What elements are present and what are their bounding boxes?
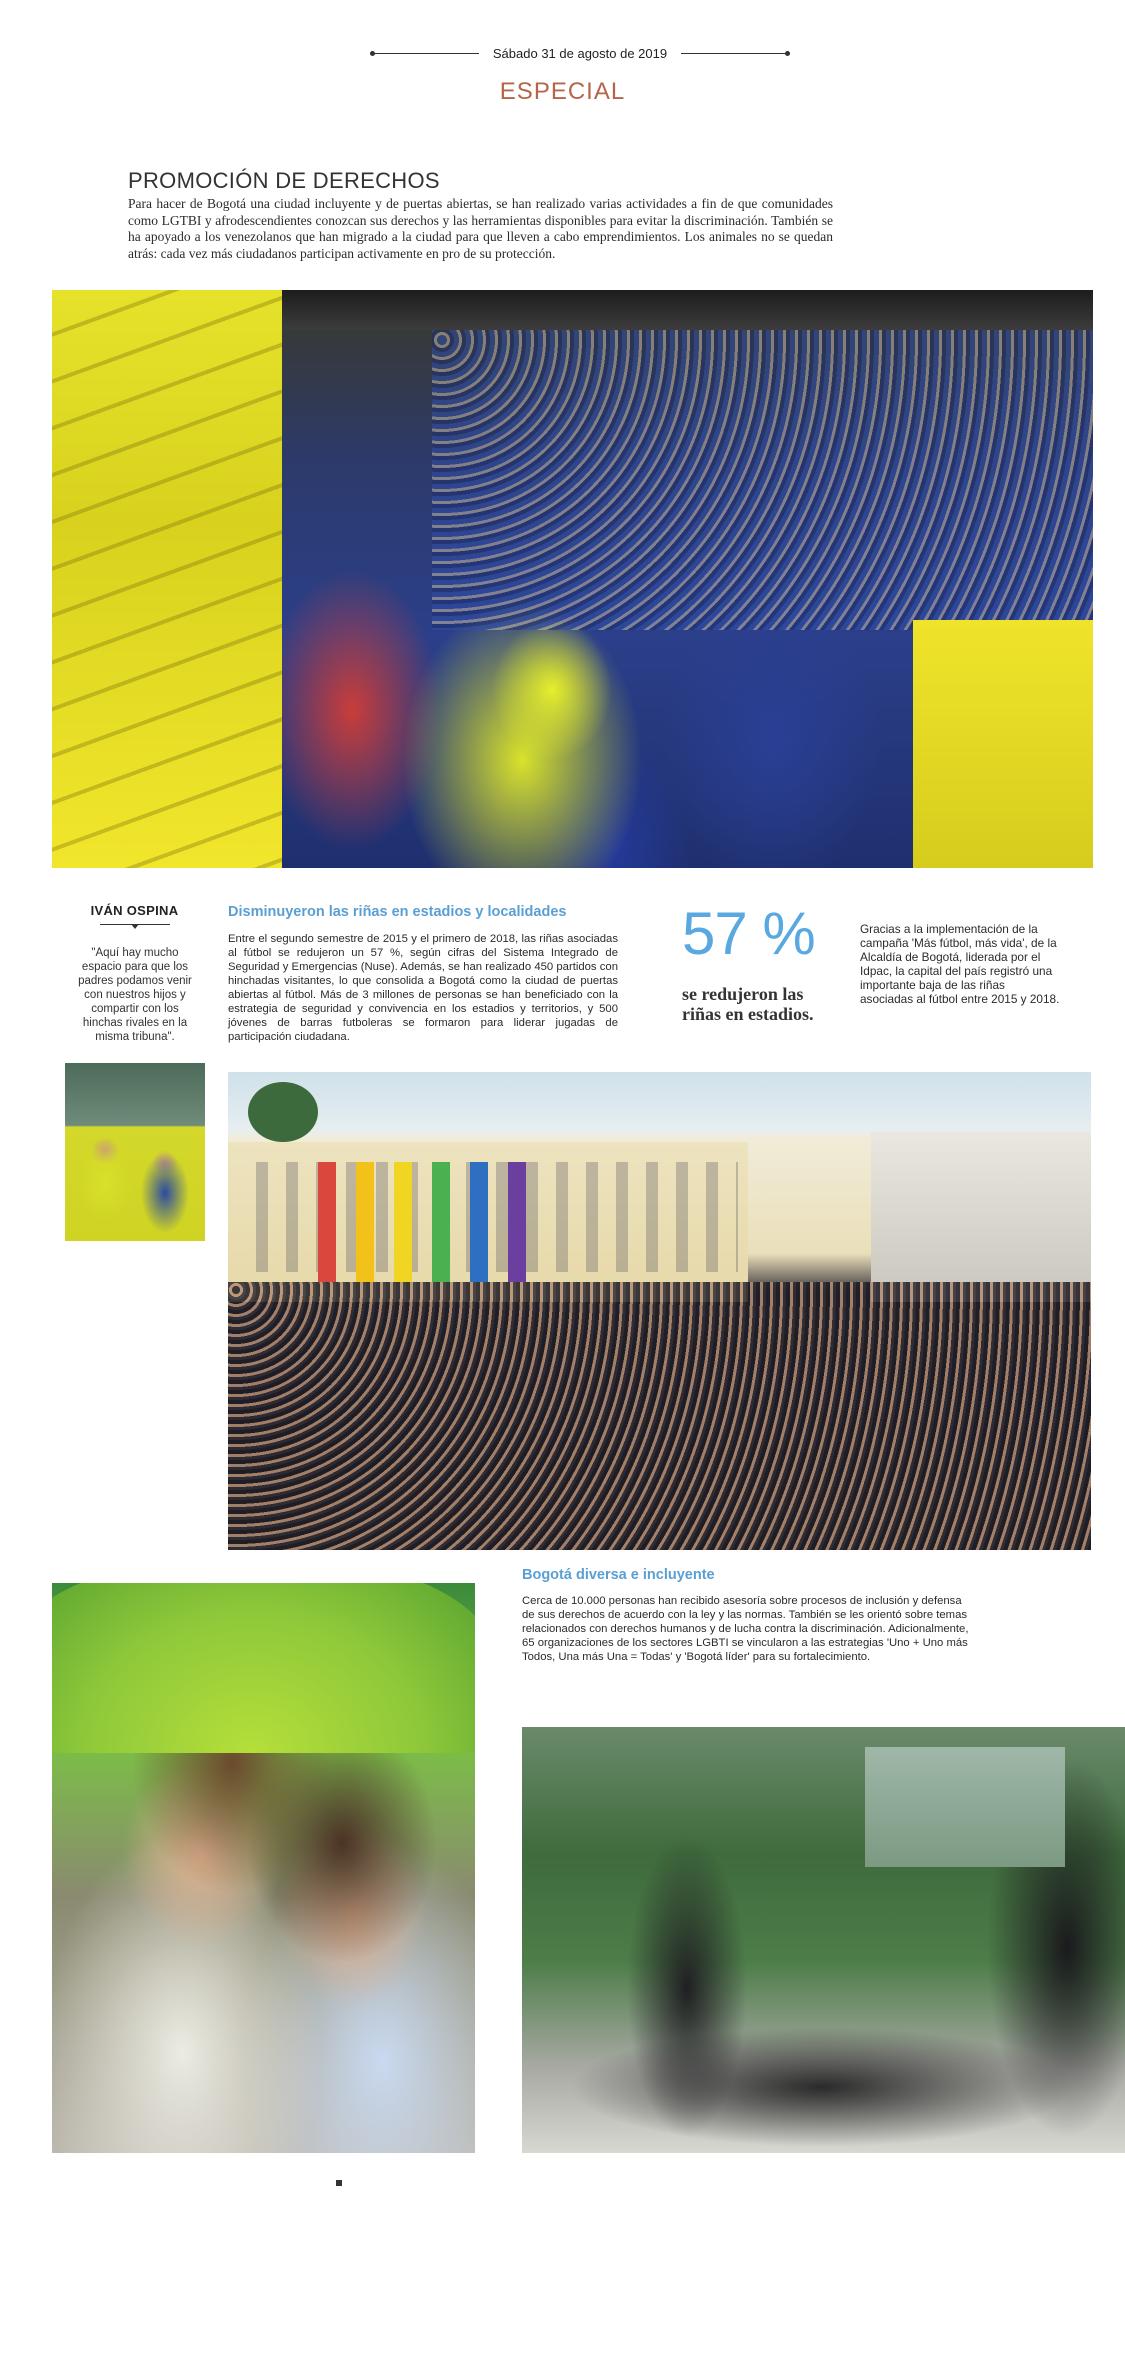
- misty-hills: [865, 1747, 1065, 1867]
- dateline-rule-left: [370, 53, 479, 54]
- diversity-article-subtitle: Bogotá diversa e incluyente: [522, 1567, 715, 1583]
- stadium-crowd: [432, 330, 1093, 630]
- stat-value: 57 %: [682, 900, 815, 967]
- green-umbrella: [52, 1583, 475, 1753]
- dateline: [370, 42, 790, 64]
- yellow-seats-left: [52, 290, 282, 868]
- stat-note: Gracias a la implementación de la campaña 'Más fútbol, más vida', de la Alcaldía de Bogotá, liderada por el Idpac, la capital del país registró una importante baja de las riñas asociadas al fútbol entre 2015 y 2018.: [860, 922, 1060, 1006]
- section-label: ESPECIAL: [499, 78, 626, 105]
- plaza-crowd-photo: [228, 1072, 1091, 1550]
- modern-building: [871, 1132, 1091, 1302]
- testimonial-photo: [65, 1063, 205, 1241]
- testimonial-byline: [52, 903, 217, 925]
- banner-purple: [508, 1162, 526, 1282]
- stadium-article-subtitle: Disminuyeron las riñas en estadios y localidades: [228, 904, 567, 920]
- testimonial-name: IVÁN OSPINA: [90, 903, 179, 918]
- umbrella-couple-photo: [52, 1583, 475, 2153]
- dateline-rule-right: [681, 53, 790, 54]
- plaza-crowd: [228, 1282, 1091, 1550]
- banner-yellow: [356, 1162, 374, 1282]
- banner-blue: [470, 1162, 488, 1282]
- colonial-building: [228, 1142, 748, 1302]
- issue-date: Sábado 31 de agosto de 2019: [492, 45, 668, 61]
- diversity-article-body: Cerca de 10.000 personas han recibido asesoría sobre procesos de inclusión y defensa de sus derechos de acuerdo con la ley y las normas. También se les orientó sobre temas relacionados con derechos humanos y de lucha contra la discriminación. Adicionalmente, 65 organizaciones de los sectores LGBTI se vincularon a las estrategias 'Uno + Uno más Todos, Una más Una = Todas' y 'Bogotá líder' para su fortalecimiento.: [522, 1595, 969, 1663]
- testimonial-quote: "Aquí hay mucho espacio para que los padres podamos venir con nuestros hijos y compartir con los hinchas rivales en la misma tribuna".: [78, 947, 192, 1043]
- page-title: PROMOCIÓN DE DERECHOS: [128, 168, 440, 193]
- intro-paragraph: Para hacer de Bogotá una ciudad incluyente y de puertas abiertas, se han realizado varias actividades a fin de que comunidades como LGTBI y afrodescendientes conozcan sus derechos y las herramientas disponibles para evitar la discriminación. También se ha apoyado a los venezolanos que han migrado a la ciudad para que lleven a cabo emprendimientos. Los animales no se quedan atrás: cada vez más ciudadanos participan activamente en pro de su protección.: [128, 196, 833, 261]
- banner-red: [318, 1162, 336, 1282]
- byline-rule: [100, 924, 170, 925]
- print-mark: [336, 2180, 342, 2186]
- banner-green: [432, 1162, 450, 1282]
- banner-yellow-2: [394, 1162, 412, 1282]
- stadium-fans-photo: [52, 290, 1093, 868]
- stat-caption: se redujeron las riñas en estadios.: [682, 984, 814, 1024]
- cyclists-photo: [522, 1727, 1125, 2153]
- stadium-article-body: Entre el segundo semestre de 2015 y el primero de 2018, las riñas asociadas al fútbol se redujeron un 57 %, según cifras del Sistema Integrado de Seguridad y Emergencias (Nuse). Además, se han realizado 450 partidos con hinchadas visitantes, lo que consolida a Bogotá como la ciudad de puertas abiertas al fútbol. Más de 3 millones de personas se han beneficiado con la estrategia de seguridad y convivencia en los estadios y territorios, y 500 jóvenes de barras futboleras se formaron para liderar jugadas de participación ciudadana.: [228, 933, 618, 1043]
- tree: [248, 1082, 318, 1142]
- yellow-seats-right: [913, 620, 1093, 868]
